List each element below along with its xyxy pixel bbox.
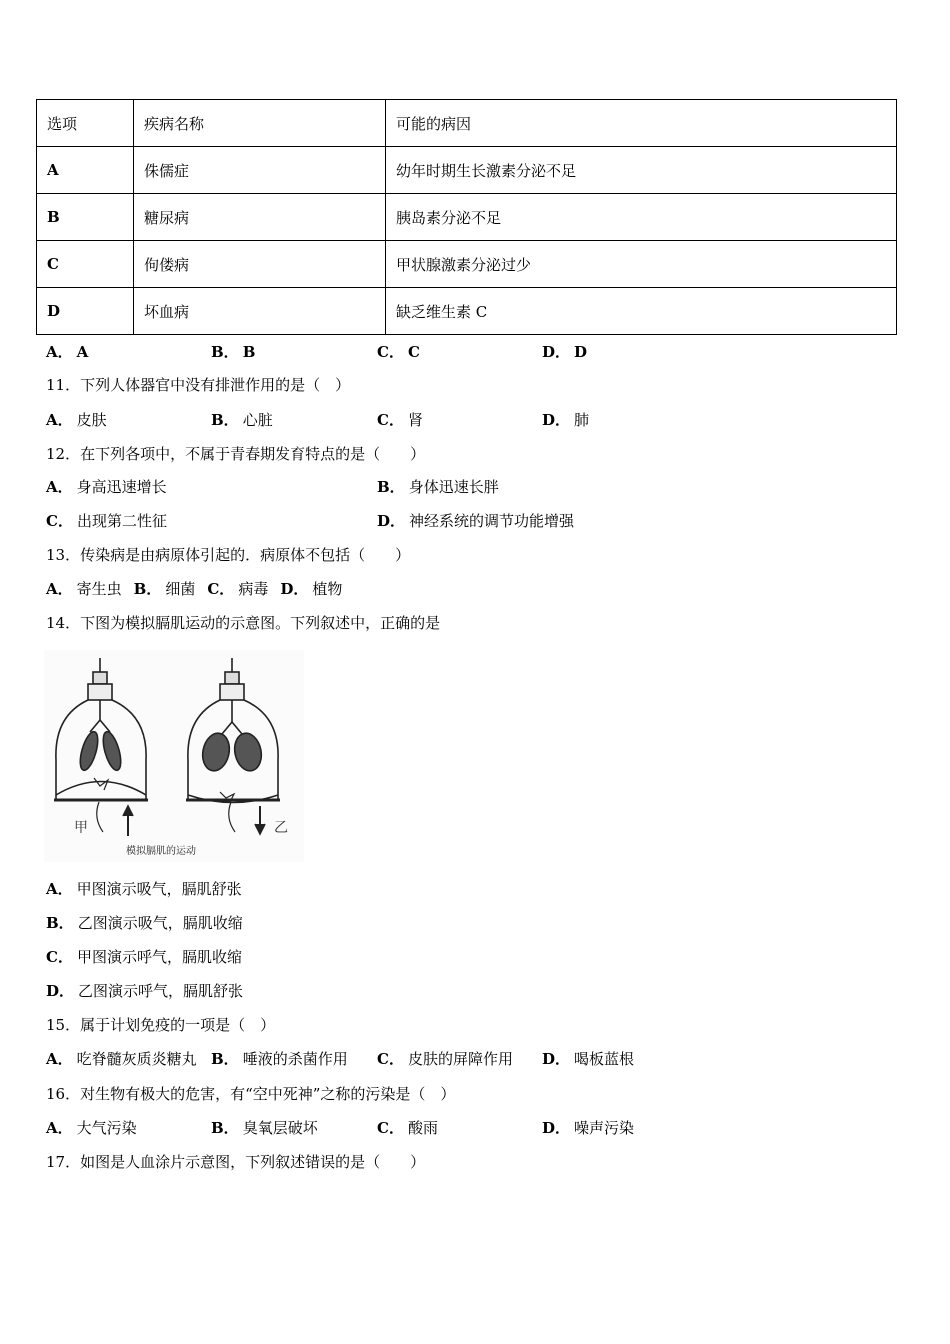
q10-option-d[interactable]: D． D xyxy=(542,343,588,361)
table-row xyxy=(37,147,897,194)
q10-options xyxy=(46,342,926,362)
disease-table xyxy=(36,99,897,335)
q11-option-d[interactable]: D． 肺 xyxy=(542,411,590,429)
q12-option-d[interactable]: D． 神经系统的调节功能增强 xyxy=(377,512,575,530)
q16-option-c[interactable]: C． 酸雨 xyxy=(377,1119,438,1137)
q14-stem: 14．下图为模拟膈肌运动的示意图。下列叙述中，正确的是 xyxy=(46,614,441,632)
q13-option-a[interactable]: A． 寄生虫 xyxy=(46,580,122,598)
label-yi: 乙 xyxy=(274,820,288,836)
table-row xyxy=(37,288,897,335)
q14-option-a[interactable]: A． 甲图演示吸气，膈肌舒张 xyxy=(46,880,242,898)
table-header-cell: 选项 xyxy=(37,100,134,147)
table-cell-cause: 缺乏维生素 C xyxy=(386,288,897,335)
q11-option-c[interactable]: C． 肾 xyxy=(377,411,423,429)
q14-option-c[interactable]: C． 甲图演示呼气，膈肌收缩 xyxy=(46,948,242,966)
q13-options xyxy=(46,579,342,599)
q16-option-a[interactable]: A． 大气污染 xyxy=(46,1119,137,1137)
q13-option-d[interactable]: D． 植物 xyxy=(280,580,343,598)
q12-options-row1 xyxy=(46,477,926,497)
q13-option-c[interactable]: C． 病毒 xyxy=(207,580,269,598)
q12-stem: 12．在下列各项中，不属于青春期发育特点的是（ ） xyxy=(46,445,426,463)
q12-options-row2 xyxy=(46,511,926,531)
diaphragm-model-figure xyxy=(44,650,304,862)
table-row xyxy=(37,194,897,241)
table-cell-disease: 糖尿病 xyxy=(134,194,386,241)
q16-options xyxy=(46,1118,926,1138)
q11-option-b[interactable]: B． 心脏 xyxy=(211,411,273,429)
q15-option-d[interactable]: D． 喝板蓝根 xyxy=(542,1050,635,1068)
table-header-cell: 疾病名称 xyxy=(134,100,386,147)
q15-option-c[interactable]: C． 皮肤的屏障作用 xyxy=(377,1050,513,1068)
q14-option-b[interactable]: B． 乙图演示吸气，膈肌收缩 xyxy=(46,914,243,932)
table-row xyxy=(37,241,897,288)
q16-option-d[interactable]: D． 噪声污染 xyxy=(542,1119,635,1137)
q12-option-b[interactable]: B． 身体迅速长胖 xyxy=(377,478,499,496)
q12-option-c[interactable]: C． 出现第二性征 xyxy=(46,512,167,530)
q10-option-c[interactable]: C． C xyxy=(377,343,420,361)
q11-option-a[interactable]: A． 皮肤 xyxy=(46,411,107,429)
q15-option-b[interactable]: B． 唾液的杀菌作用 xyxy=(211,1050,348,1068)
q16-stem: 16．对生物有极大的危害，有“空中死神”之称的污染是（ ） xyxy=(46,1085,456,1103)
jar-jia xyxy=(54,658,148,836)
q10-option-a[interactable]: A． A xyxy=(46,343,89,361)
q15-stem: 15．属于计划免疫的一项是（ ） xyxy=(46,1016,276,1034)
table-cell-option: D xyxy=(37,288,134,335)
diaphragm-model-illustration xyxy=(44,650,304,862)
table-cell-option: C xyxy=(37,241,134,288)
jar-yi xyxy=(186,658,280,834)
table-cell-cause: 甲状腺激素分泌过少 xyxy=(386,241,897,288)
q17-stem: 17．如图是人血涂片示意图，下列叙述错误的是（ ） xyxy=(46,1153,426,1171)
table-cell-option: A xyxy=(37,147,134,194)
q15-options xyxy=(46,1049,926,1069)
q15-option-a[interactable]: A． 吃脊髓灰质炎糖丸 xyxy=(46,1050,197,1068)
q14-option-d[interactable]: D． 乙图演示呼气，膈肌舒张 xyxy=(46,982,244,1000)
table-header-row xyxy=(37,100,897,147)
q11-stem: 11．下列人体器官中没有排泄作用的是（ ） xyxy=(46,376,351,394)
table-header-cell: 可能的病因 xyxy=(386,100,897,147)
table-cell-cause: 胰岛素分泌不足 xyxy=(386,194,897,241)
table-cell-disease: 侏儒症 xyxy=(134,147,386,194)
q13-stem: 13．传染病是由病原体引起的．病原体不包括（ ） xyxy=(46,546,411,564)
table-cell-disease: 佝偻病 xyxy=(134,241,386,288)
q13-option-b[interactable]: B． 细菌 xyxy=(133,580,196,598)
q16-option-b[interactable]: B． 臭氧层破坏 xyxy=(211,1119,318,1137)
table-cell-option: B xyxy=(37,194,134,241)
q10-option-b[interactable]: B． B xyxy=(211,343,256,361)
q11-options xyxy=(46,410,926,430)
label-jia: 甲 xyxy=(74,820,88,836)
table-cell-disease: 坏血病 xyxy=(134,288,386,335)
figure-caption: 模拟膈肌的运动 xyxy=(126,846,196,857)
q12-option-a[interactable]: A． 身高迅速增长 xyxy=(46,478,167,496)
table-cell-cause: 幼年时期生长激素分泌不足 xyxy=(386,147,897,194)
